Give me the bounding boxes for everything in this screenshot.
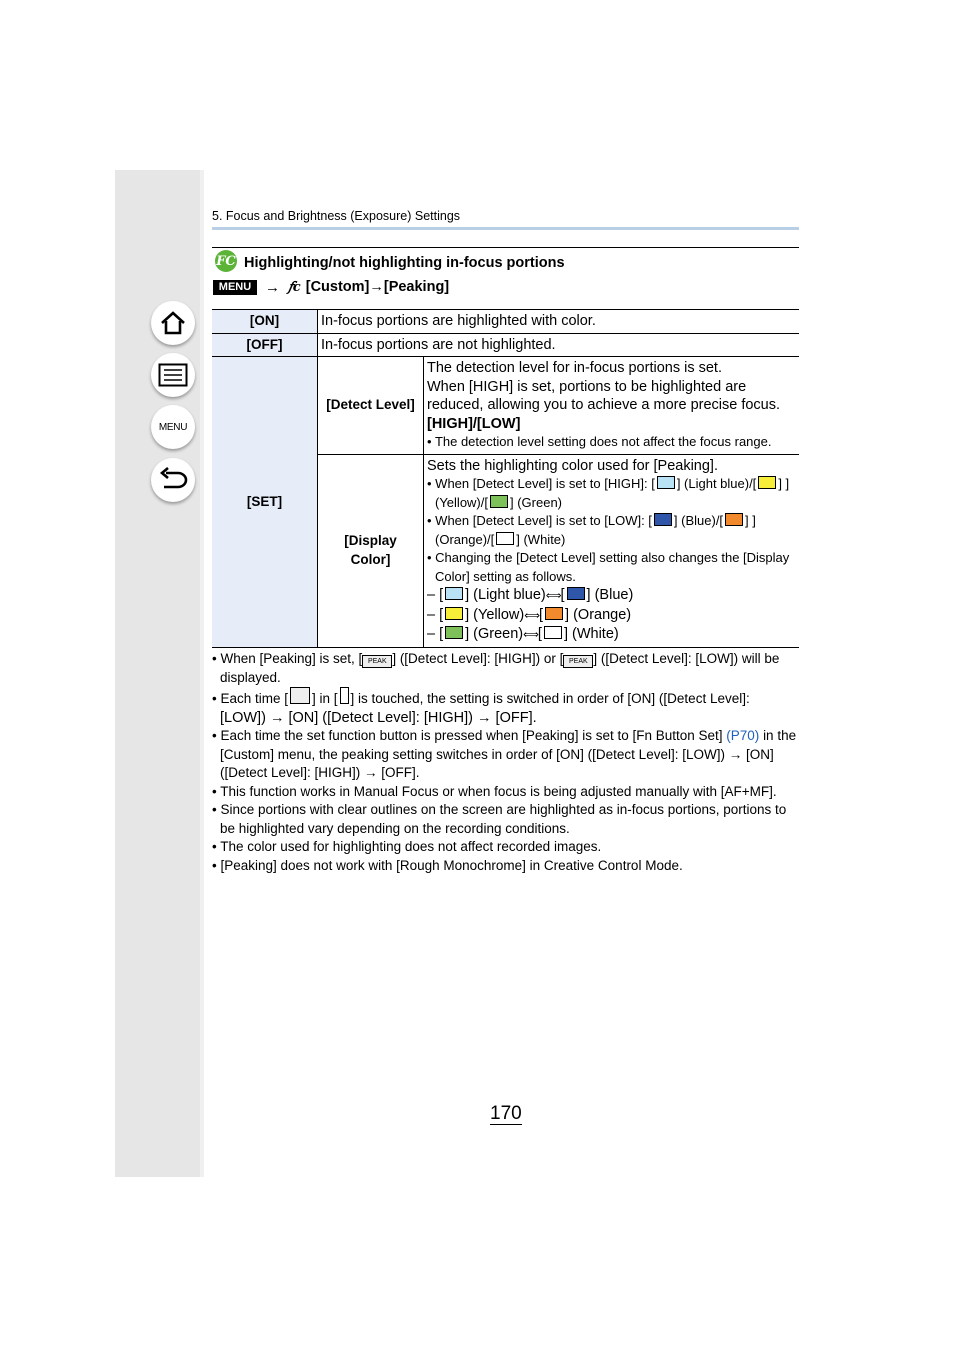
note-1-c: ] ([Detect Level]: [LOW]) will be displayed. [220,651,780,685]
color-low-note: • When [Detect Level] is set to [LOW]: [ ] (Blue)/[ ] ] (Orange)/[ ] (White) [427,513,756,547]
note-1-b: ] ([Detect Level]: [HIGH]) or [ [392,651,564,666]
note-1-a: When [Peaking] is set, [ [220,651,363,666]
yellow-swatch-icon [758,476,776,489]
note-4-text: This function works in Manual Focus or when focus is being adjusted manually with [AF+MF]. [220,783,777,799]
green-swatch-icon [445,626,463,639]
display-color-label-1: [Display [344,533,397,548]
note-7: • [Peaking] does not work with [Rough Monochrome] in Creative Control Mode. [212,857,683,873]
color-low-b: ] (Blue)/[ [673,513,724,528]
light-blue-swatch-icon [445,587,463,600]
color-high-c: ] (Yellow)/[ [435,476,790,510]
double-arrow-icon: ⟺ [545,590,561,602]
peak-icon-text: PEAK [569,658,588,665]
note-5: • Since portions with clear outlines on the screen are highlighted as in-focus portions, portions to be highlighted vary depending on the recording conditions. [212,802,787,836]
color-pair-1: – [ ] (Light blue)⟺[ ] (Blue) [427,587,634,603]
list-icon [158,363,188,387]
color-pair-2: – [ ] (Yellow)⟺[ ] (Orange) [427,606,632,623]
note-7-text: [Peaking] does not work with [Rough Monochrome] in Creative Control Mode. [220,857,683,873]
custom-fc-icon [215,250,237,272]
option-on-desc: In-focus portions are highlighted with color. [318,310,800,334]
color-high-a: When [Detect Level] is set to [HIGH]: [ [435,476,655,491]
option-on: [ON] [212,310,318,334]
arrow: → [265,278,280,296]
color-low-a: When [Detect Level] is set to [LOW]: [ [435,513,652,528]
note-4: • This function works in Manual Focus or when focus is being adjusted manually with [AF+MF]. [212,783,777,799]
notes [212,650,799,875]
pair3-b: ] (White) [563,626,619,642]
table-row-off [212,333,799,357]
menu-path [213,277,449,297]
detect-note: • The detection level setting does not affect the focus range. [427,434,772,449]
menu-button[interactable] [151,405,195,449]
page-number: 170 [490,1103,522,1124]
note-2-a: Each time [ [220,691,289,706]
menu-path-text: [Custom]→[Peaking] [305,279,450,295]
note-5-text: Since portions with clear outlines on the screen are highlighted as in-focus portions, portions to be highlighted vary depending on the recording conditions. [220,802,787,836]
option-off-desc: In-focus portions are not highlighted. [318,333,800,357]
note-6: • The color used for highlighting does not affect recorded images. [212,839,602,854]
green-swatch-icon [490,495,508,508]
peak-icon-text: PEAK [367,658,387,665]
display-color-label [318,454,424,647]
table-row-on [212,310,799,334]
fc-badge-label: FC [216,253,236,269]
title-rule [212,247,799,248]
feature-title: Highlighting/not highlighting in-focus portions [244,255,565,271]
yellow-swatch-icon [445,607,463,620]
detect-level-desc [424,357,800,455]
pair2-a: ] (Yellow) [465,606,525,623]
settings-table [212,309,799,648]
option-set: [SET] [212,357,318,648]
home-icon [159,309,187,337]
note-3-b: in the [Custom] menu, the peaking setting switches in order of [ON] ([Detect Level]: [LOW]) → [ON] ([Detect Level]: [HIGH]) → [OFF]. [220,728,797,780]
color-pair-3: – [ ] (Green)⟺[ ] (White) [427,626,619,642]
color-change-note: • Changing the [Detect Level] setting also changes the [Display Color] setting as follows. [427,550,790,584]
custom-menu-icon: 𝑓c [288,279,301,295]
table-row-set-detect [212,357,799,455]
color-line-1: Sets the highlighting color used for [Peaking]. [427,457,718,474]
color-change-text: Changing the [Detect Level] setting also changes the [Display Color] setting as follows. [435,550,790,584]
detect-line-1: The detection level for in-focus portions is set. [427,360,722,376]
white-swatch-icon [496,532,514,545]
back-arrow-icon [158,467,188,493]
note-6-text: The color used for highlighting does not affect recorded images. [220,839,602,854]
display-color-label-2: Color] [350,551,391,567]
display-color-desc [424,454,800,647]
home-button[interactable] [151,301,195,345]
blue-swatch-icon [567,587,585,600]
orange-swatch-icon [545,607,563,620]
note-1: • When [Peaking] is set, [ PEAK ] ([Detect Level]: [HIGH]) or [ PEAK ] ([Detect Level]: [LOW]) will be displayed. [212,651,780,685]
note-2-c: ] is touched, the setting is switched in order of [ON] ([Detect Level]: [350,691,750,706]
note-3: • Each time the set function button is pressed when [Peaking] is set to [Fn Button Set] (P70) in the [Custom] menu, the peaking setting switches in order of [ON] ([Detect Level]: [LOW]) → [ON] ([Detect Level]: [HIGH]) → [OFF]. [212,728,797,780]
header-rule [212,227,799,230]
double-arrow-icon: ⟺ [523,629,538,641]
sidebar-edge [200,170,204,1177]
note-2-b: ] in [ [312,691,338,706]
section-header: 5. Focus and Brightness (Exposure) Settings [212,209,461,223]
peak-touch-icon [290,687,310,704]
touch-tab-icon [340,687,349,704]
color-low-d: ] (White) [516,531,566,547]
detect-level-label: [Detect Level] [318,357,424,455]
blue-swatch-icon [654,513,672,526]
double-arrow-icon: ⟺ [524,609,540,622]
pair1-a: ] (Light blue) [465,587,546,603]
back-button[interactable] [151,458,195,502]
detect-line-2: When [HIGH] is set, portions to be highlighted are reduced, allowing you to achieve a more precise focus. [427,378,781,413]
color-high-b: ] (Light blue)/[ [676,476,757,491]
page-70-link[interactable]: (P70) [726,728,760,743]
color-high-d: ] (Green) [509,494,562,510]
detect-options: [HIGH]/[LOW] [427,415,521,432]
orange-swatch-icon [725,513,743,526]
color-high-note: • When [Detect Level] is set to [HIGH]: [ ] (Light blue)/[ ] ] (Yellow)/[ ] (Green) [427,476,790,510]
peak-high-icon [362,655,392,668]
color-low-c: ] (Orange)/[ [435,513,756,547]
menu-label: MENU [158,421,188,433]
detect-note-text: The detection level setting does not affect the focus range. [434,434,772,449]
white-swatch-icon [544,626,562,639]
option-off: [OFF] [212,333,318,357]
peak-low-icon [563,655,593,668]
pair2-b: ] (Orange) [565,606,632,623]
note-3-a: Each time the set function button is pressed when [Peaking] is set to [Fn Button Set] [220,728,723,743]
pair1-b: ] (Blue) [586,587,634,603]
contents-button[interactable] [151,353,195,397]
menu-badge: MENU [213,280,257,295]
note-2-d: [LOW]) → [ON] ([Detect Level]: [HIGH]) → [OFF]. [220,709,537,726]
note-2: • Each time [ ] in [ ] is touched, the setting is switched in order of [ON] ([Detect Level]: [LOW]) → [ON] ([Detect Level]: [HIGH]) → [OFF]. [212,687,799,727]
pair3-a: ] (Green) [465,626,524,642]
light-blue-swatch-icon [657,476,675,489]
